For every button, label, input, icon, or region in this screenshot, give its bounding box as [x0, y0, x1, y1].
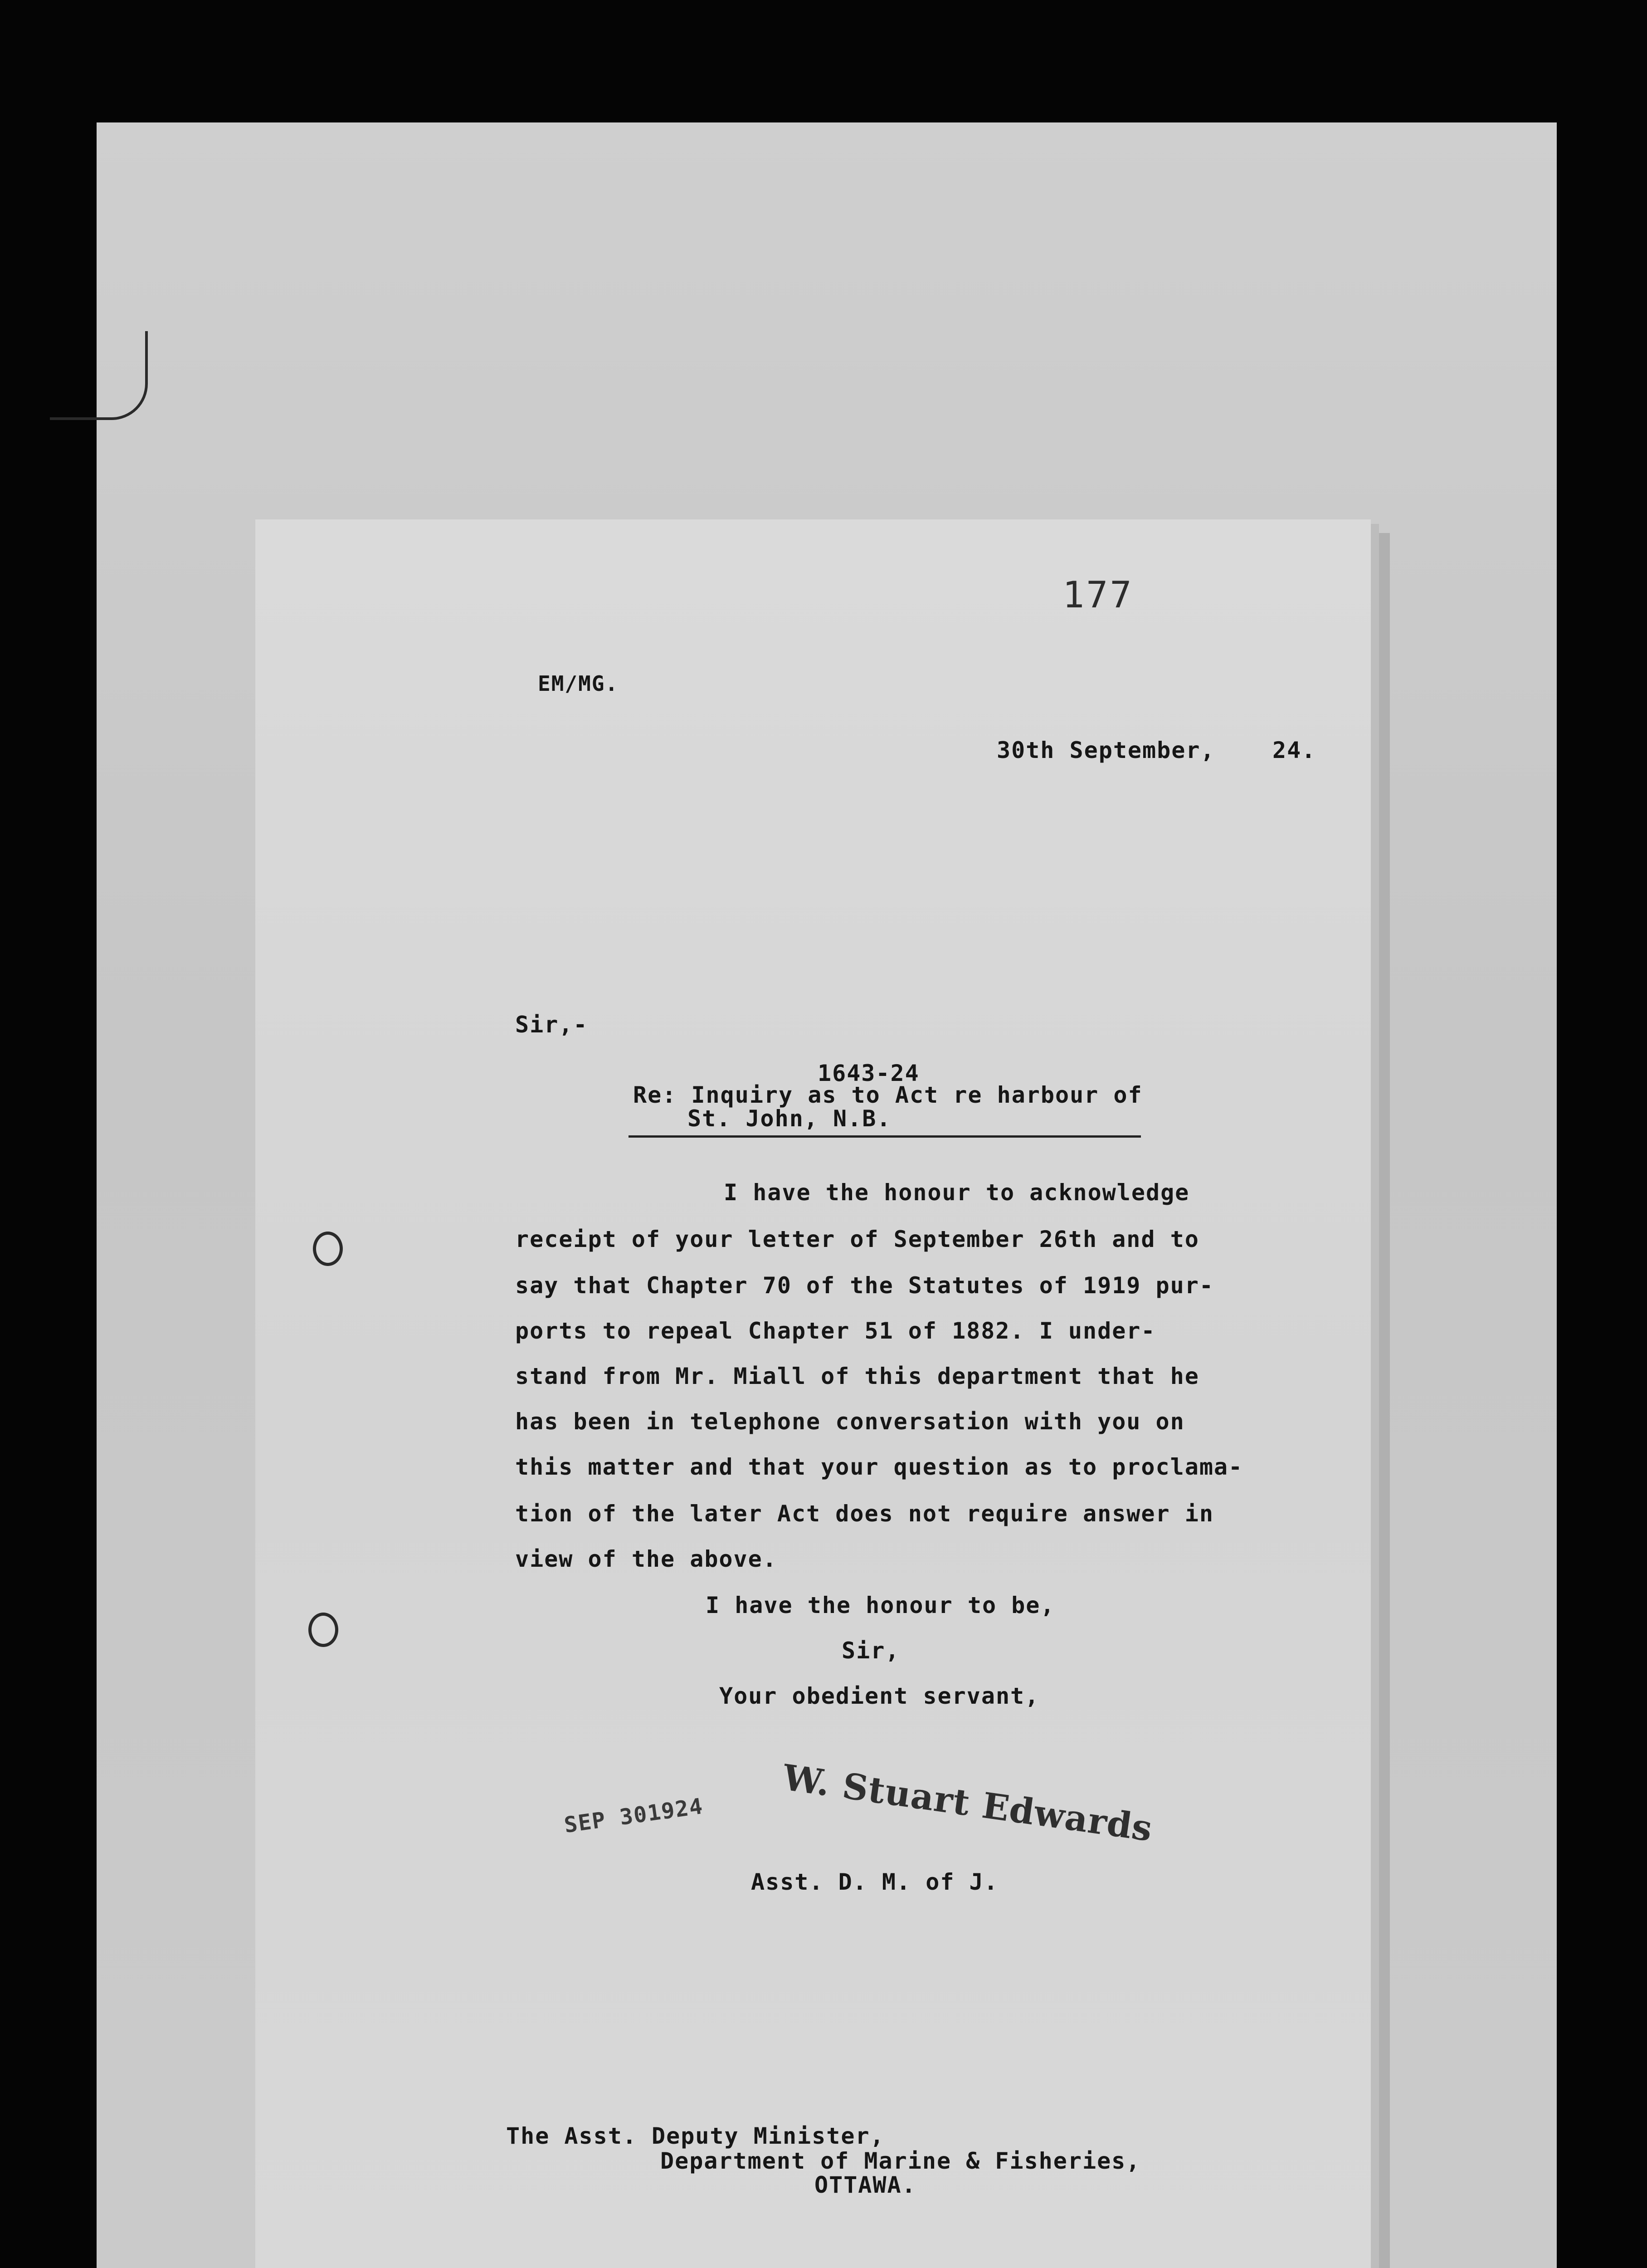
- body-line: tion of the later Act does not require answer in: [515, 1501, 1214, 1527]
- body-line: say that Chapter 70 of the Statutes of 1919 pur-: [515, 1272, 1214, 1299]
- letter-page: [255, 519, 1371, 2268]
- punch-hole: [313, 1232, 343, 1266]
- body-line: stand from Mr. Miall of this department that he: [515, 1363, 1199, 1389]
- file-number: 1643-24: [818, 1060, 920, 1086]
- subject-underline: [629, 1135, 1141, 1138]
- received-date-stamp: SEP 301924: [562, 1793, 705, 1838]
- closing-line: Sir,: [842, 1637, 900, 1664]
- body-line: view of the above.: [515, 1546, 777, 1572]
- letter-date: 30th September,: [997, 737, 1215, 763]
- letter-date-year: 24.: [1272, 737, 1316, 763]
- body-line: this matter and that your question as to proclama-: [515, 1454, 1243, 1480]
- closing-line: I have the honour to be,: [706, 1592, 1055, 1618]
- addressee-line: Department of Marine & Fisheries,: [660, 2148, 1141, 2174]
- punch-hole: [308, 1613, 338, 1647]
- body-line: I have the honour to acknowledge: [724, 1179, 1190, 1206]
- subject-line-2: St. John, N.B.: [687, 1105, 892, 1132]
- body-line: has been in telephone conversation with you on: [515, 1408, 1185, 1435]
- closing-line: Your obedient servant,: [719, 1683, 1040, 1709]
- salutation: Sir,-: [515, 1012, 588, 1038]
- corner-pencil-mark: [50, 331, 148, 420]
- signer-title: Asst. D. M. of J.: [751, 1869, 999, 1895]
- addressee-line: The Asst. Deputy Minister,: [506, 2123, 885, 2149]
- reference-initials: EM/MG.: [538, 671, 619, 696]
- body-line: receipt of your letter of September 26th and to: [515, 1226, 1199, 1252]
- signature-stamp: W. Stuart Edwards: [780, 1757, 1155, 1850]
- page-number: 177: [1062, 574, 1134, 616]
- subject-line-1: Re: Inquiry as to Act re harbour of: [633, 1082, 1143, 1108]
- body-line: ports to repeal Chapter 51 of 1882. I under-: [515, 1318, 1156, 1344]
- addressee-line: OTTAWA.: [814, 2172, 916, 2198]
